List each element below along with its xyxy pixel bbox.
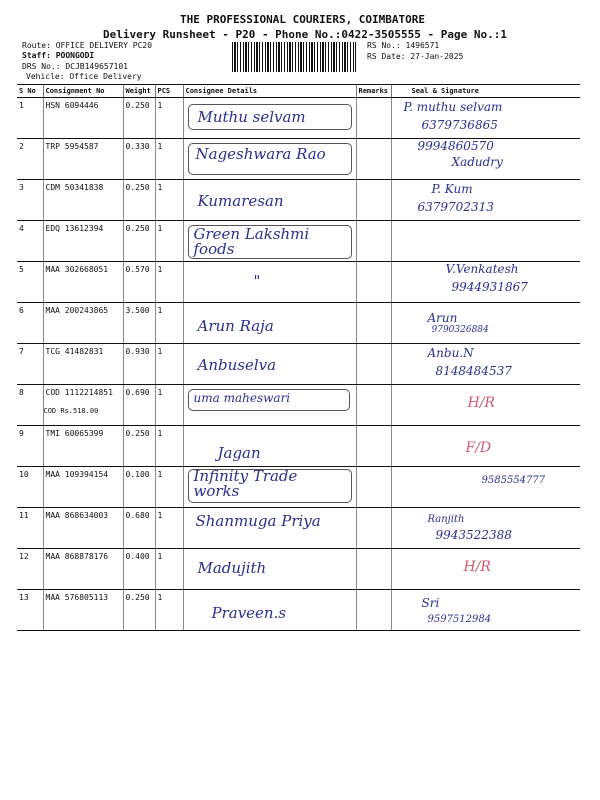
consignee-name: Anbuselva: [197, 356, 277, 374]
signature-text: P. Kum: [431, 182, 473, 196]
signature-text: Sri: [421, 596, 440, 610]
table-row: [17, 139, 580, 180]
weight: 0.570: [123, 262, 155, 303]
col-weight: Weight: [123, 85, 155, 98]
col-pcs: PCS: [155, 85, 183, 98]
remark-fd: F/D: [465, 440, 492, 456]
signature-text: Arun: [427, 311, 458, 325]
pcs: 1: [155, 221, 183, 262]
signature-phone: 9597512984: [427, 614, 492, 625]
consignment-no: MAA 868634003: [43, 508, 123, 549]
consignee-name: Madujith: [197, 559, 267, 577]
consignee-name: Arun Raja: [197, 317, 274, 335]
signature-phone: 8148484537: [435, 364, 512, 378]
consignment-no: EDQ 13612394: [43, 221, 123, 262]
vehicle: Vehicle: Office Delivery: [26, 72, 142, 81]
weight: 0.250: [123, 590, 155, 631]
consignee-name: Praveen.s: [211, 604, 287, 622]
consignment-no: TRP 5954587: [43, 139, 123, 180]
weight: 3.500: [123, 303, 155, 344]
signature-phone: 9943522388: [435, 528, 512, 542]
sno: 3: [17, 180, 43, 221]
weight: 0.250: [123, 221, 155, 262]
sno: 12: [17, 549, 43, 590]
col-signature: Seal & Signature: [391, 85, 580, 98]
weight: 0.930: [123, 344, 155, 385]
sno: 1: [17, 98, 43, 139]
remarks: [356, 344, 391, 385]
table-row: [17, 590, 580, 631]
col-consignee: Consignee Details: [183, 85, 356, 98]
pcs: 1: [155, 139, 183, 180]
consignment-no: TMI 60065399: [43, 426, 123, 467]
drs-number: DRS No.: DCJB149657101: [22, 62, 128, 71]
signature-cell: [391, 221, 580, 262]
weight: 0.330: [123, 139, 155, 180]
weight: 0.250: [123, 180, 155, 221]
pcs: 1: [155, 180, 183, 221]
runsheet-table: [17, 84, 580, 631]
sno: 8: [17, 385, 43, 426]
sno: 9: [17, 426, 43, 467]
remarks: [356, 262, 391, 303]
table-row: [17, 221, 580, 262]
table-header: [17, 85, 580, 98]
remarks: [356, 385, 391, 426]
table-row: [17, 98, 580, 139]
pcs: 1: [155, 385, 183, 426]
weight: 0.250: [123, 426, 155, 467]
remarks: [356, 426, 391, 467]
col-remarks: Remarks: [356, 85, 391, 98]
table-row: [17, 549, 580, 590]
sno: 13: [17, 590, 43, 631]
pcs: 1: [155, 426, 183, 467]
consignment-no: CDM 50341838: [43, 180, 123, 221]
signature-text: V.Venkatesh: [445, 262, 519, 276]
consignment-no: TCG 41482831: [43, 344, 123, 385]
weight: 0.250: [123, 98, 155, 139]
signature-phone: 9994860570: [417, 139, 494, 153]
consignee-name: Shanmuga Priya: [195, 512, 321, 530]
staff: Staff: POONGODI: [22, 51, 95, 60]
remarks: [356, 549, 391, 590]
rs-date: RS Date: 27-Jan-2025: [367, 52, 464, 61]
consignment-no: MAA 302668051: [43, 262, 123, 303]
table-row: [17, 467, 580, 508]
signature-phone: 9944931867: [451, 280, 528, 294]
pcs: 1: [155, 590, 183, 631]
consignment-no: COD 1112214851: [45, 388, 113, 397]
consignee-name: Jagan: [217, 444, 261, 462]
sno: 6: [17, 303, 43, 344]
col-sno: S No: [17, 85, 43, 98]
signature-phone: 6379702313: [417, 200, 494, 214]
consignment-no: MAA 200243865: [43, 303, 123, 344]
table-row: [17, 385, 580, 426]
consignee-name: uma maheswari: [193, 391, 291, 405]
signature-phone: 9790326884: [431, 325, 489, 335]
consignee-name: Nageshwara Rao: [195, 145, 326, 163]
consignment-no: MAA 868878176: [43, 549, 123, 590]
remark-hr: H/R: [463, 559, 491, 575]
remarks: [356, 508, 391, 549]
remarks: [356, 467, 391, 508]
pcs: 1: [155, 344, 183, 385]
signature-text: Xadudry: [451, 155, 503, 169]
signature-text: P. muthu selvam: [403, 100, 503, 114]
remarks: [356, 139, 391, 180]
sno: 11: [17, 508, 43, 549]
consignee-name: Infinity Trade works: [193, 467, 298, 500]
signature-phone: 6379736865: [421, 118, 498, 132]
weight: 0.690: [123, 385, 155, 426]
remark-hr: H/R: [467, 395, 495, 411]
sno: 5: [17, 262, 43, 303]
consignment-no: MAA 576805113: [43, 590, 123, 631]
pcs: 1: [155, 467, 183, 508]
consignee-ditto: ": [253, 272, 261, 290]
sno: 4: [17, 221, 43, 262]
sno: 2: [17, 139, 43, 180]
consignment-no: HSN 6094446: [43, 98, 123, 139]
company-name: THE PROFESSIONAL COURIERS, COIMBATORE: [180, 13, 426, 26]
remarks: [356, 303, 391, 344]
weight: 0.680: [123, 508, 155, 549]
sno: 10: [17, 467, 43, 508]
rs-number: RS No.: 1496571: [367, 41, 440, 50]
table-row: [17, 508, 580, 549]
pcs: 1: [155, 98, 183, 139]
table-row: [17, 344, 580, 385]
remarks: [356, 98, 391, 139]
weight: 0.100: [123, 467, 155, 508]
weight: 0.400: [123, 549, 155, 590]
pcs: 1: [155, 508, 183, 549]
consignee-name: Green Lakshmi foods: [193, 225, 310, 258]
cod-amount: COD Rs.518.00: [43, 407, 99, 415]
pcs: 1: [155, 549, 183, 590]
table-row: [17, 180, 580, 221]
consignee-name: Kumaresan: [197, 192, 284, 210]
sno: 7: [17, 344, 43, 385]
signature-text: Anbu.N: [427, 346, 474, 360]
route: Route: OFFICE DELIVERY PC20: [22, 41, 153, 50]
barcode: [232, 42, 356, 72]
pcs: 1: [155, 262, 183, 303]
signature-text: Ranjith: [427, 514, 465, 525]
consignee-name: Muthu selvam: [197, 108, 306, 126]
table-row: [17, 262, 580, 303]
pcs: 1: [155, 303, 183, 344]
remarks: [356, 590, 391, 631]
runsheet-title: Delivery Runsheet - P20 - Phone No.:0422-3505555 - Page No.:1: [103, 28, 507, 41]
col-consignment: Consignment No: [43, 85, 123, 98]
remarks: [356, 180, 391, 221]
consignment-no: MAA 109394154: [43, 467, 123, 508]
signature-phone: 9585554777: [481, 475, 546, 486]
remarks: [356, 221, 391, 262]
table-row: [17, 426, 580, 467]
table-row: [17, 303, 580, 344]
